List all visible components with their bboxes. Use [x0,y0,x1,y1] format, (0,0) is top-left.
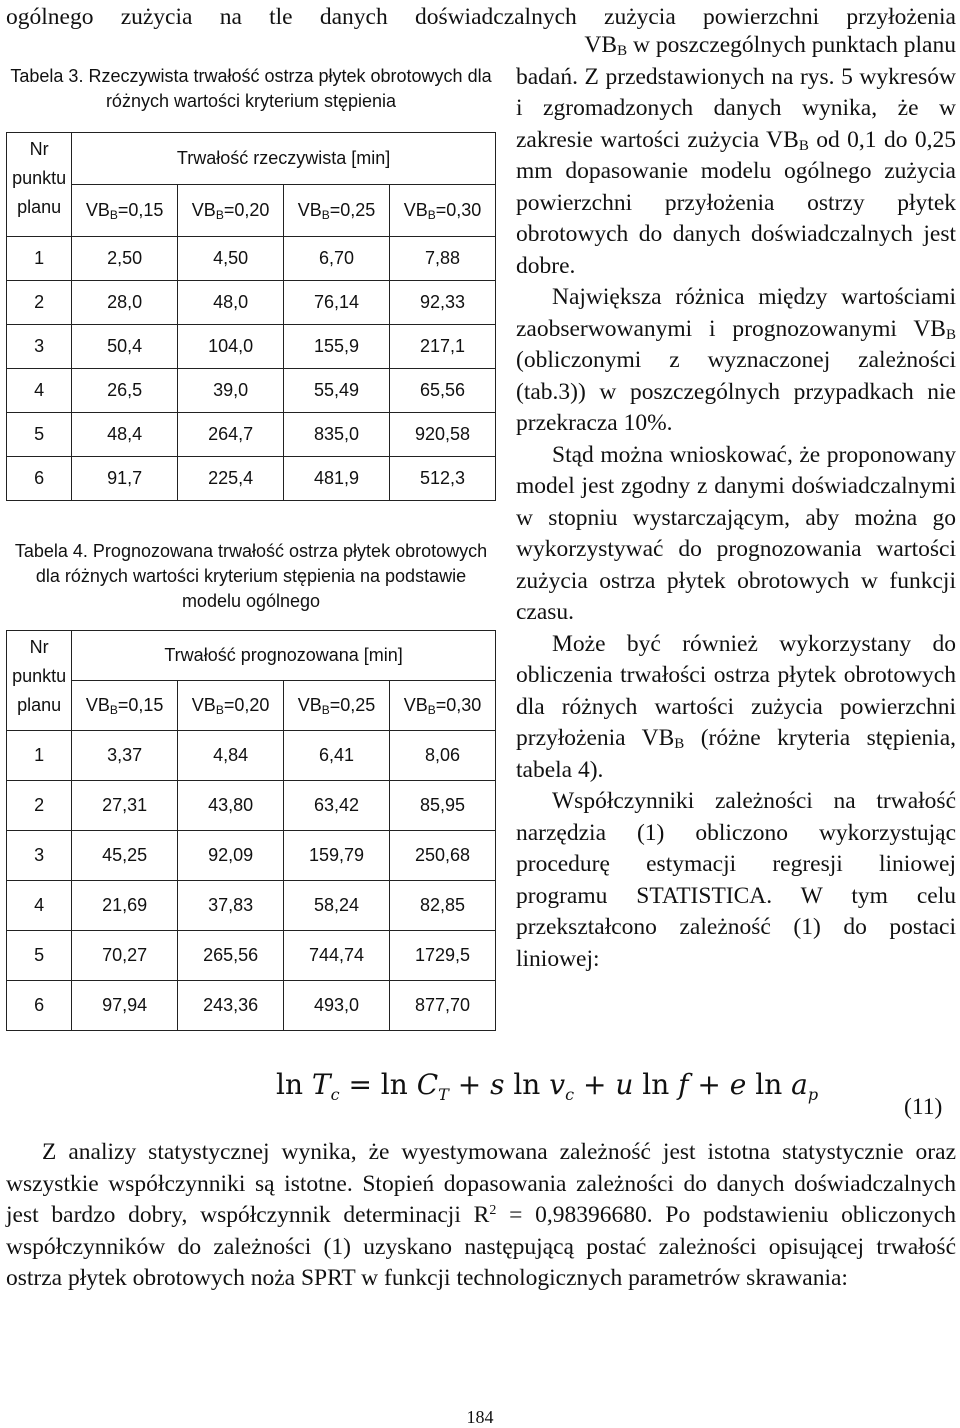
value-cell: 155,9 [284,325,390,369]
col-value: =0,25 [329,694,376,715]
value-cell: 1729,5 [390,931,496,981]
vb-symbol: VB [641,725,675,751]
value-cell: 76,14 [284,281,390,325]
value-cell: 225,4 [178,457,284,501]
vb-subscript: B [945,326,956,343]
planu-label: planu [17,695,62,715]
value-cell: 39,0 [178,369,284,413]
right-paragraph-2-text-b: (obliczonymi z wyznaczonej zależności (tab.3)) w poszczególnych przypadkach nie przekracza 10%. [516,347,956,436]
table-row [7,881,496,931]
value-cell: 92,33 [390,281,496,325]
vb-subscript: B [109,207,118,222]
value-cell: 50,4 [72,325,178,369]
formula-part: ln [746,1068,792,1101]
formula-var: e [729,1068,747,1101]
value-cell: 920,58 [390,413,496,457]
col-value: =0,15 [117,694,164,715]
vb-symbol: VB [913,315,946,342]
vb-symbol: VB [403,694,428,715]
value-cell: 97,94 [72,981,178,1031]
table-3-col-header [284,185,390,237]
nr-label: Nr [29,637,49,657]
value-cell: 835,0 [284,413,390,457]
table-3-col-header [72,185,178,237]
formula-var: v [549,1068,566,1101]
row-number-cell: 2 [7,281,72,325]
formula-sub: p [807,1085,819,1104]
formula-part: + [448,1068,491,1101]
table-3-col-header [178,185,284,237]
value-cell: 3,37 [72,731,178,781]
value-cell: 26,5 [72,369,178,413]
value-cell: 877,70 [390,981,496,1031]
bottom-paragraph [6,1137,956,1295]
table-4-col-header [178,681,284,731]
value-cell: 6,41 [284,731,390,781]
vb-subscript: B [321,207,330,222]
equation-11 [276,1068,818,1104]
vb-subscript: B [674,736,685,752]
formula-var: T [311,1068,331,1101]
vb-subscript: B [321,702,330,717]
col-value: =0,20 [223,694,270,715]
value-cell: 4,50 [178,237,284,281]
nr-label: Nr [29,139,49,159]
formula-sub: c [330,1085,340,1104]
row-number-cell: 6 [7,457,72,501]
value-cell: 48,0 [178,281,284,325]
row-number-cell: 3 [7,325,72,369]
right-paragraph-1-line-1 [516,30,956,62]
row-number-cell: 1 [7,237,72,281]
value-cell: 8,06 [390,731,496,781]
row-number-cell: 4 [7,369,72,413]
right-column [516,30,956,975]
col-value: =0,30 [435,694,482,715]
row-number-cell: 2 [7,781,72,831]
value-cell: 2,50 [72,237,178,281]
table-row [7,981,496,1031]
vb-symbol: VB [584,32,618,58]
formula-sub: c [565,1085,575,1104]
value-cell: 82,85 [390,881,496,931]
table-row [7,731,496,781]
value-cell: 7,88 [390,237,496,281]
page-number: 184 [466,1407,494,1427]
value-cell: 27,31 [72,781,178,831]
vb-symbol: VB [85,694,110,715]
value-cell: 58,24 [284,881,390,931]
value-cell: 21,69 [72,881,178,931]
table-row [7,781,496,831]
value-cell: 264,7 [178,413,284,457]
table-4-col-header [72,681,178,731]
right-paragraph-2 [516,282,956,440]
vb-symbol: VB [766,126,799,153]
formula-part: + [688,1068,730,1101]
right-paragraph-1-text-b: badań. Z przedstawionych na rys. 5 wykresów i zgromadzonych danych wynika, że w zakresie wartości zużycia [516,63,956,153]
value-cell: 104,0 [178,325,284,369]
vb-subscript: B [109,702,118,717]
table-row [7,457,496,501]
planu-label: planu [17,197,62,217]
right-paragraph-4 [516,629,956,787]
value-cell: 6,70 [284,237,390,281]
value-cell: 91,7 [72,457,178,501]
value-cell: 63,42 [284,781,390,831]
formula-part: + [574,1068,616,1101]
formula-part: = ln [339,1068,417,1101]
table-row [7,369,496,413]
formula-var: u [615,1068,634,1101]
bottom-text-a: Z analizy statystycznej wynika, że wyestymowana zależność jest istotna statystycznie oraz wszystkie współczynniki są istotne. Stopień dopasowania zależności do danych doświadczalnych jest bardzo dobry, współczynnik determinacji R [6,1139,956,1228]
value-cell: 512,3 [390,457,496,501]
value-cell: 85,95 [390,781,496,831]
row-number-cell: 4 [7,881,72,931]
col-value: =0,30 [435,199,482,220]
punktu-label: punktu [12,666,67,686]
table-4-nr-header [7,631,72,731]
vb-subscript: B [215,207,224,222]
value-cell: 92,09 [178,831,284,881]
vb-subscript: B [427,702,436,717]
row-number-cell: 6 [7,981,72,1031]
col-value: =0,20 [223,199,270,220]
table-3-group-header: Trwałość rzeczywista [min] [72,133,496,185]
table-row [7,325,496,369]
table-3-nr-header [7,133,72,237]
value-cell: 159,79 [284,831,390,881]
row-number-cell: 3 [7,831,72,881]
row-number-cell: 5 [7,413,72,457]
value-cell: 37,83 [178,881,284,931]
value-cell: 65,56 [390,369,496,413]
formula-sub: T [438,1085,449,1104]
table-row [7,237,496,281]
table-4-col-header [284,681,390,731]
table-3-caption: Tabela 3. Rzeczywista trwałość ostrza płytek obrotowych dla różnych wartości kryterium stępienia [10,66,492,111]
value-cell: 243,36 [178,981,284,1031]
formula-part: ln [504,1068,550,1101]
right-paragraph-1-text-c: od 0,1 do 0,25 mm dopasowanie modelu ogólnego zużycia powierzchni przyłożenia ostrzy płytek obrotowych do danych doświadczalnych jest dobre. [516,126,956,279]
vb-symbol: VB [85,199,110,220]
table-3 [6,132,496,501]
col-value: =0,15 [117,199,164,220]
value-cell: 43,80 [178,781,284,831]
vb-subscript: B [427,207,436,222]
vb-symbol: VB [191,199,216,220]
right-paragraph-4-text-a: Może być również wykorzystany do obliczenia trwałości ostrza płytek obrotowych dla różnych wartości zużycia powierzchni przyłożenia [516,630,956,751]
formula-var: f [678,1068,689,1101]
table-4-group-header: Trwałość prognozowana [min] [72,631,496,681]
vb-symbol: VB [297,199,322,220]
value-cell: 265,56 [178,931,284,981]
r-squared-superscript: 2 [489,1203,497,1218]
punktu-label: punktu [12,168,67,188]
table-4 [6,630,496,1031]
value-cell: 744,74 [284,931,390,981]
right-paragraph-2-text-a: Największa różnica między wartościami zaobserwowanymi i prognozowanymi [516,284,956,342]
value-cell: 4,84 [178,731,284,781]
value-cell: 48,4 [72,413,178,457]
table-4-col-header [390,681,496,731]
value-cell: 55,49 [284,369,390,413]
value-cell: 481,9 [284,457,390,501]
table-row [7,831,496,881]
vb-symbol: VB [403,199,428,220]
table-row [7,413,496,457]
formula-part: ln [633,1068,679,1101]
value-cell: 217,1 [390,325,496,369]
col-value: =0,25 [329,199,376,220]
vb-symbol: VB [297,694,322,715]
value-cell: 28,0 [72,281,178,325]
value-cell: 70,27 [72,931,178,981]
value-cell: 493,0 [284,981,390,1031]
equation-number: (11) [904,1094,943,1120]
table-4-caption: Tabela 4. Prognozowana trwałość ostrza płytek obrotowych dla różnych wartości kryterium stępienia na podstawie modelu ogólnego [14,541,488,611]
value-cell: 250,68 [390,831,496,881]
table-3-col-header [390,185,496,237]
right-paragraph-1 [516,62,956,283]
table-row [7,931,496,981]
vb-subscript: B [215,702,224,717]
right-paragraph-1-text-a: w poszczególnych punktach planu [627,32,956,58]
table-row [7,281,496,325]
bottom-text-b: = 0,98396680. Po podstawieniu obliczonych współczynników do zależności (1) uzyskano następującą postać zależności opisującej trwałość ostrza płytek obrotowych noża SPRT w funkcji technologicznych parametrów skrawania: [6,1202,956,1291]
vb-symbol: VB [191,694,216,715]
formula-part: ln [276,1068,312,1101]
formula-var: s [490,1068,505,1101]
formula-var: C [416,1068,439,1101]
value-cell: 45,25 [72,831,178,881]
right-paragraph-4-text-b: (różne kryteria stępienia, tabela 4). [516,725,957,783]
vb-subscript: B [617,43,628,59]
right-paragraph-3: Stąd można wnioskować, że proponowany model jest zgodny z danymi doświadczalnymi w stopniu wystarczającym, aby można go wykorzystywać do prognozowania wartości zużycia ostrza płytek obrotowych w funkcji czasu. [516,441,956,625]
row-number-cell: 1 [7,731,72,781]
right-paragraph-5: Współczynniki zależności na trwałość narzędzia (1) obliczono wykorzystując procedurę estymacji regresji liniowej programu STATISTICA. W tym celu przekształcono zależność (1) do postaci liniowej: [516,788,956,972]
formula-var: a [791,1068,808,1101]
top-text-line: ogólnego zużycia na tle danych doświadczalnych zużycia powierzchni przyłożenia [6,4,956,30]
row-number-cell: 5 [7,931,72,981]
vb-subscript: B [798,137,809,154]
